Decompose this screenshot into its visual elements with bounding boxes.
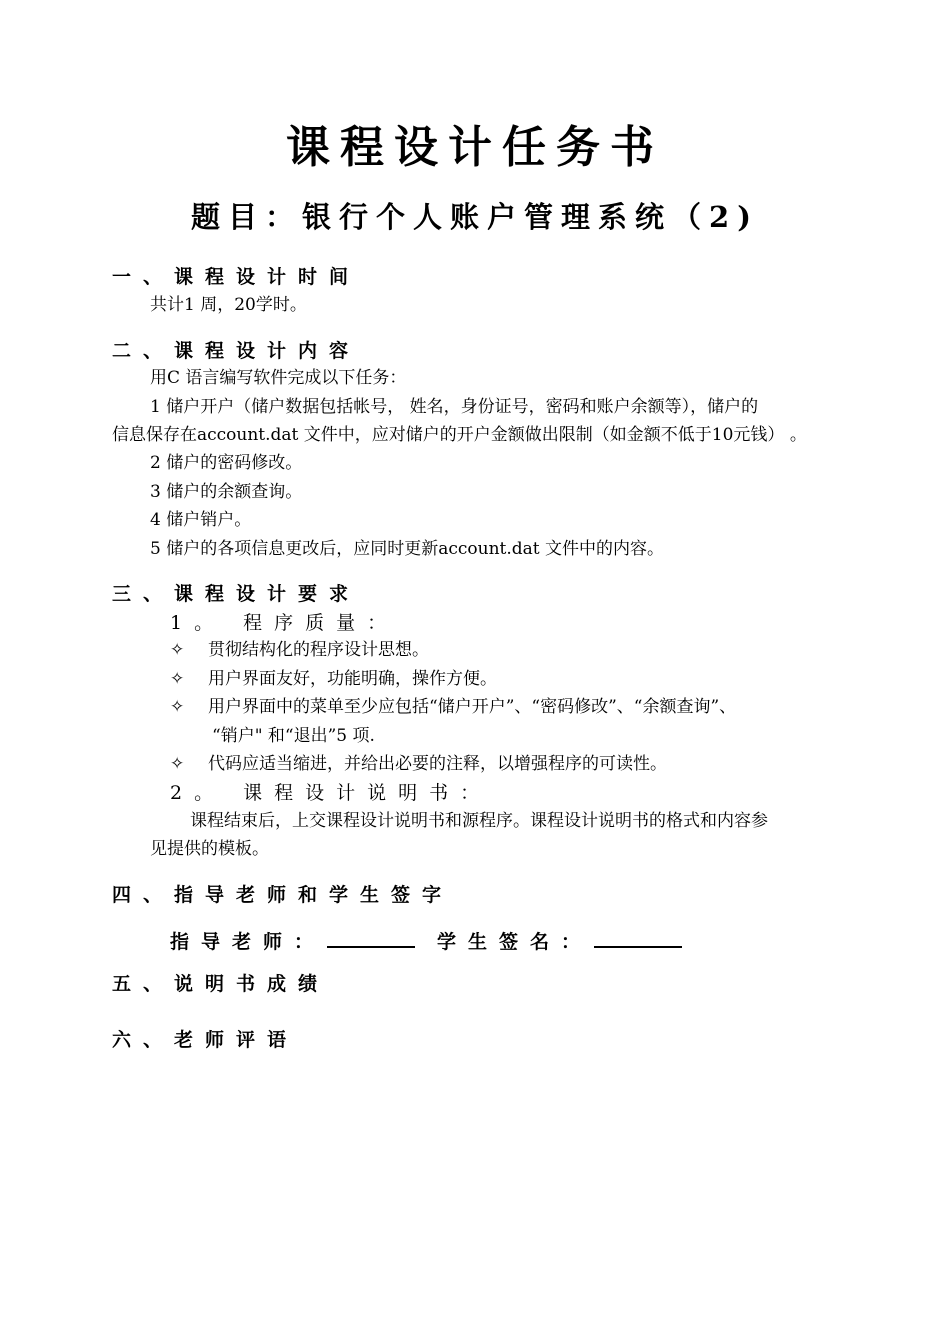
section-1-text: 共计1 周，20学时。 [150,295,307,315]
requirement-1-heading: 1。 程序质量： [170,612,399,634]
student-signature-line[interactable] [594,926,682,948]
task-item-5: 5 储户的各项信息更改后，应同时更新account.dat 文件中的内容。 [150,539,665,559]
task-item-3: 3 储户的余额查询。 [150,482,303,502]
bullet-icon: ✧ [170,754,185,774]
bullet-text: 代码应适当缩进，并给出必要的注释，以增强程序的可读性。 [208,754,667,774]
student-signature-label: 学生签名： [437,931,593,953]
document-subtitle: 题目：银行个人账户管理系统（2) [191,200,759,234]
teacher-signature-line[interactable] [327,926,415,948]
signature-row [170,926,704,955]
report-paragraph-line-2: 见提供的模板。 [150,839,269,859]
teacher-signature-label: 指导老师： [170,931,326,953]
section-2-intro: 用C 语言编写软件完成以下任务： [150,368,407,388]
bullet-3-continuation: “销户" 和“退出”5 项. [212,726,375,746]
task-item-1-line-2: 信息保存在account.dat 文件中，应对储户的开户金额做出限制（如金额不低于10元钱） 。 [112,425,807,445]
bullet-item [170,752,667,776]
bullet-icon: ✧ [170,697,185,717]
bullet-icon: ✧ [170,640,185,660]
requirement-2-heading: 2。 课程设计说明书： [170,782,492,804]
report-paragraph-line-1: 课程结束后，上交课程设计说明书和源程序。课程设计说明书的格式和内容参 [190,811,768,831]
document-title: 课程设计任务书 [286,122,664,173]
section-1-heading: 一、课程设计时间 [112,266,361,288]
bullet-icon: ✧ [170,669,185,689]
bullet-item [170,638,429,662]
bullet-item [170,667,497,691]
section-5-heading: 五、说明书成绩 [112,973,330,995]
task-item-1-line-1: 1 储户开户（储户数据包括帐号， 姓名，身份证号，密码和账户余额等），储户的 [150,397,759,417]
section-2-heading: 二、课程设计内容 [112,340,361,362]
bullet-text: 用户界面中的菜单至少应包括“储户开户”、“密码修改”、“余额查询”、 [208,697,737,717]
task-item-2: 2 储户的密码修改。 [150,453,303,473]
section-3-heading: 三、课程设计要求 [112,583,361,605]
section-6-heading: 六、老师评语 [112,1029,299,1051]
bullet-text: 贯彻结构化的程序设计思想。 [208,640,429,660]
bullet-text: 用户界面友好，功能明确，操作方便。 [208,669,497,689]
task-item-4: 4 储户销户。 [150,510,252,530]
bullet-item [170,695,736,719]
section-4-heading: 四、指导老师和学生签字 [112,884,454,906]
